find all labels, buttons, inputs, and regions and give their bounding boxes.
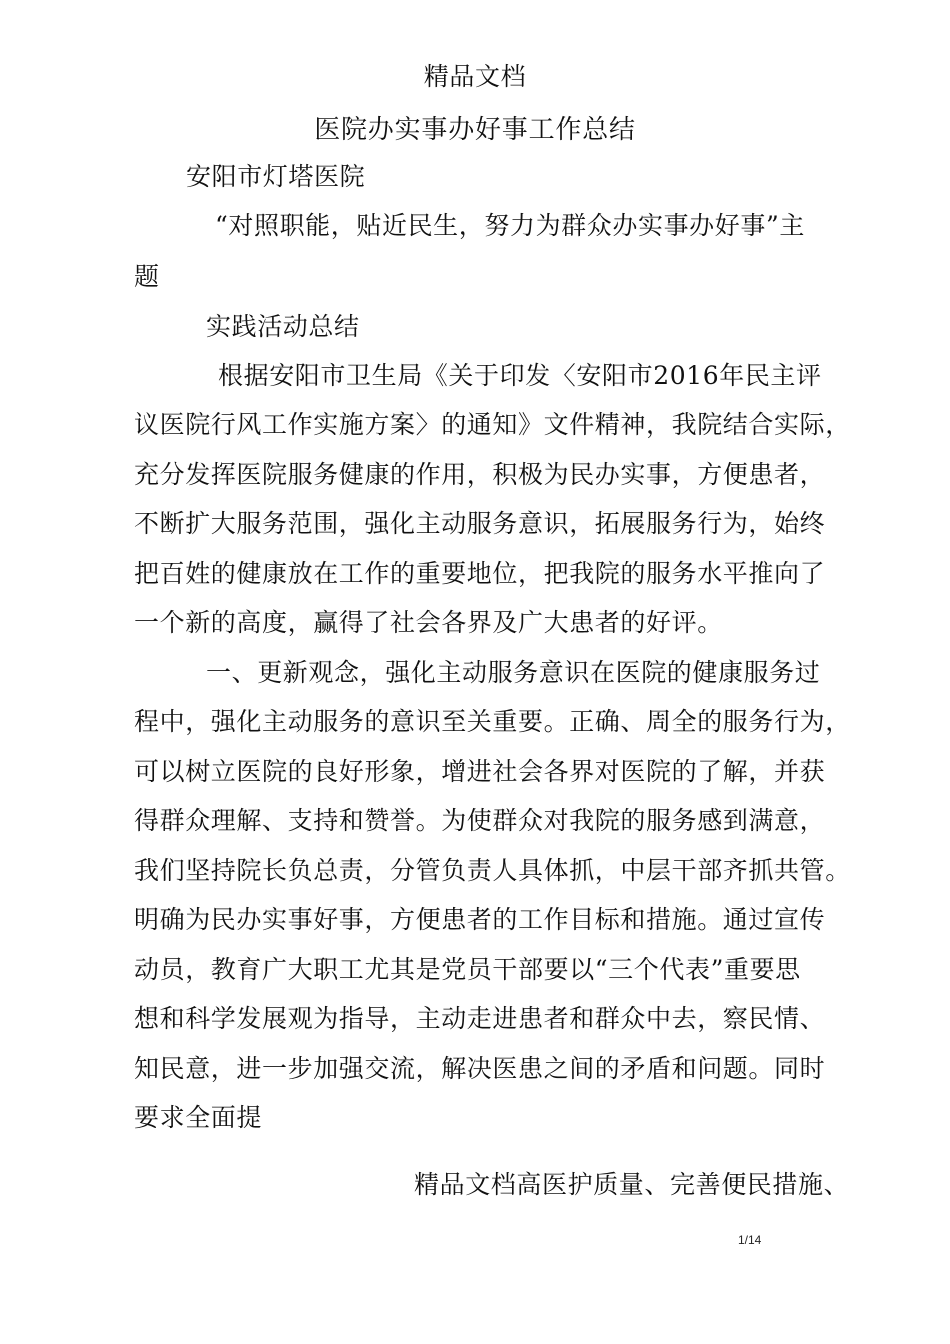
theme-line-1: “对照职能，贴近民生，努力为群众办实事办好事”主	[215, 211, 805, 240]
page-footer-text: 精品文档高医护质量、完善便民措施、	[414, 1170, 850, 1199]
theme-line-2: 题	[134, 262, 160, 291]
paragraph-2-line: 一、更新观念，强化主动服务意识在医院的健康服务过	[206, 658, 821, 687]
paragraph-1-line: 把百姓的健康放在工作的重要地位，把我院的服务水平推向了	[134, 559, 826, 588]
page-number: 1/14	[738, 1233, 762, 1247]
paragraph-1-line: 议医院行风工作实施方案〉的通知》文件精神，我院结合实际，	[134, 410, 851, 439]
paragraph-2-line: 动员，教育广大职工尤其是党员干部要以“三个代表”重要思	[134, 955, 801, 984]
paragraph-1-line: 不断扩大服务范围，强化主动服务意识，拓展服务行为，始终	[134, 509, 826, 538]
page-header: 精品文档	[423, 62, 527, 91]
paragraph-2-line: 得群众理解、支持和赞誉。为使群众对我院的服务感到满意，	[134, 806, 826, 835]
paragraph-1-line: 一个新的高度，赢得了社会各界及广大患者的好评。	[134, 608, 723, 637]
paragraph-2-line: 想和科学发展观为指导，主动走进患者和群众中去，察民情、	[134, 1004, 826, 1033]
document-title: 医院办实事办好事工作总结	[314, 115, 636, 145]
paragraph-2-line: 要求全面提	[134, 1103, 263, 1132]
organization-name: 安阳市灯塔医院	[186, 162, 366, 191]
paragraph-2-line: 程中，强化主动服务的意识至关重要。正确、周全的服务行为，	[134, 707, 851, 736]
paragraph-2-line: 明确为民办实事好事，方便患者的工作目标和措施。通过宣传	[134, 905, 826, 934]
paragraph-1-line: 充分发挥医院服务健康的作用，积极为民办实事，方便患者，	[134, 460, 826, 489]
paragraph-2-line: 知民意，进一步加强交流，解决医患之间的矛盾和问题。同时	[134, 1054, 826, 1083]
paragraph-1-line: 根据安阳市卫生局《关于印发〈安阳市2016年民主评	[218, 361, 822, 390]
paragraph-2-line: 可以树立医院的良好形象，增进社会各界对医院的了解，并获	[134, 757, 826, 786]
activity-subtitle: 实践活动总结	[206, 312, 360, 341]
paragraph-2-line: 我们坚持院长负总责，分管负责人具体抓，中层干部齐抓共管。	[134, 856, 851, 885]
